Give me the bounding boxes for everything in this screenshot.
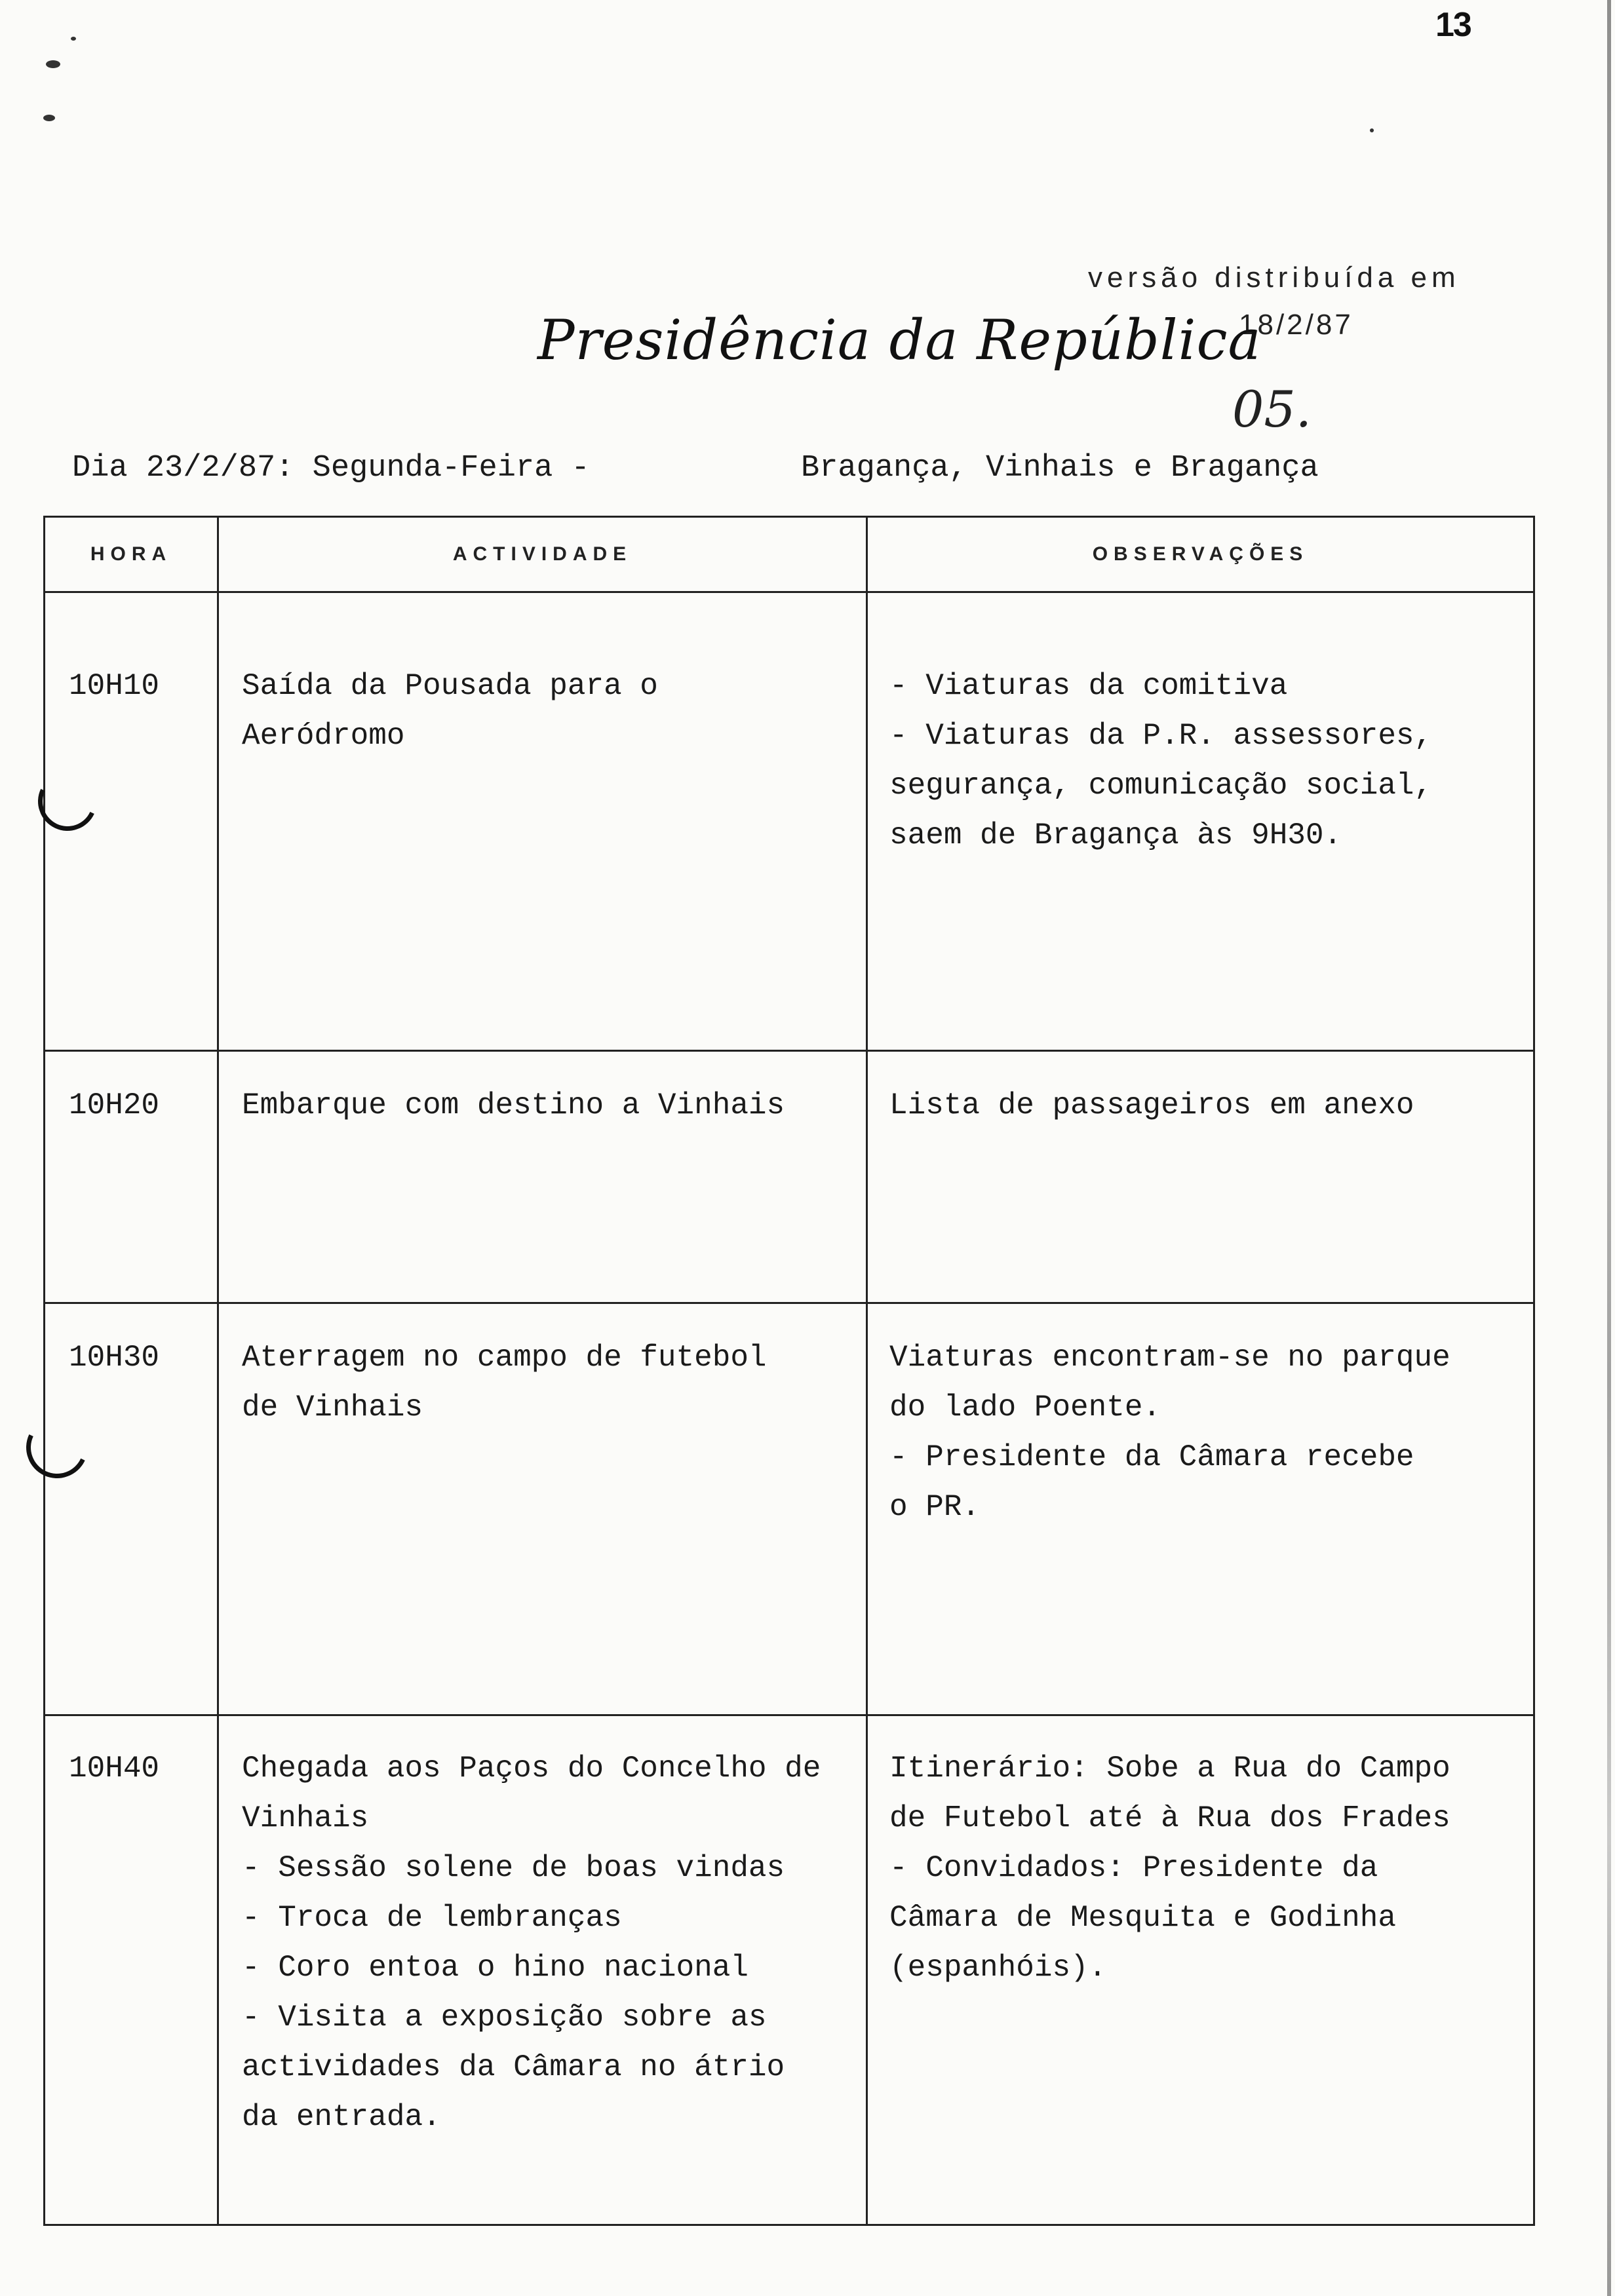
column-header-actividade: ACTIVIDADE (452, 543, 632, 565)
table-row (45, 593, 1533, 1124)
scan-speck (1370, 128, 1374, 132)
cell-observacoes: Itinerário: Sobe a Rua do Campo de Futebol até à Rua dos Frades - Convidados: Presidente da Câmara de Mesquita e Godinha (espanhóis). (889, 1751, 1450, 1985)
cell-observacoes: - Viaturas da comitiva - Viaturas da P.R. assessores, segurança, comunicação social, saem de Bragança às 9H30. (889, 669, 1433, 852)
scan-speck (46, 60, 60, 68)
cell-actividade: Saída da Pousada para o Aeródromo (242, 669, 658, 753)
column-header-observacoes: OBSERVAÇÕES (1092, 543, 1309, 565)
cell-observacoes: Lista de passageiros em anexo (889, 1088, 1414, 1122)
day-label: Dia 23/2/87: Segunda-Feira - (72, 451, 590, 486)
cell-hora: 10H10 (69, 669, 160, 703)
cell-actividade: Embarque com destino a Vinhais (242, 1088, 785, 1122)
cell-actividade: Aterragem no campo de futebol de Vinhais (242, 1341, 767, 1425)
version-note-line1: versão distribuída em (1088, 261, 1460, 294)
schedule-table (43, 516, 1535, 2226)
cell-observacoes: Viaturas encontram-se no parque do lado Poente. - Presidente da Câmara recebe o PR. (889, 1341, 1450, 1524)
page-number: 13 (1435, 6, 1471, 44)
table-row (45, 1052, 1533, 1302)
version-note-date: 18/2/87 (1239, 309, 1353, 341)
table-row (45, 1716, 1533, 2221)
cell-hora: 10H20 (69, 1088, 160, 1122)
column-header-hora: HORA (90, 543, 172, 565)
route-label: Bragança, Vinhais e Bragança (801, 451, 1319, 486)
cell-hora: 10H40 (69, 1751, 160, 1786)
letterhead: Presidência da República (537, 308, 1262, 372)
cell-actividade: Chegada aos Paços do Concelho de Vinhais - Sessão solene de boas vindas - Troca de lembranças - Coro entoa o hino nacional - Visita a exposição sobre as actividades da Câmara no átrio da entrada. (242, 1751, 821, 2134)
handwritten-mark: 05. (1232, 380, 1312, 438)
table-row (45, 1304, 1533, 1712)
cell-hora: 10H30 (69, 1341, 160, 1375)
scan-speck (71, 37, 76, 41)
scan-speck (43, 115, 55, 121)
scan-edge-shadow (1607, 0, 1611, 2296)
